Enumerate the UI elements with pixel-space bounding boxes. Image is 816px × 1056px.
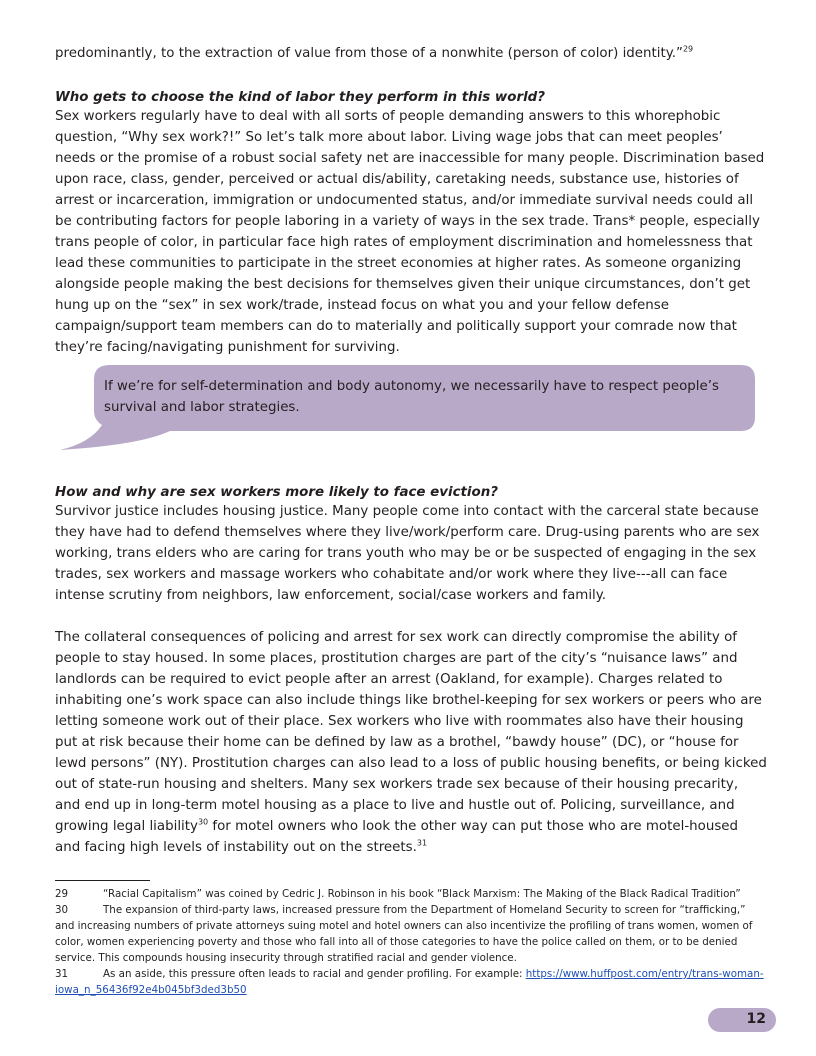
labor-paragraph: Sex workers regularly have to deal with all sorts of people demanding answers to this whorephobic question, “Why sex work?!” So let’s talk more about labor. Living wage jobs that can meet peoples’ needs or the promise of a robust social safety net are inaccessible for many people. Discrimination based upon race, class, gender, perceived or actual dis/ability, caretaking needs, substance use, histories of arrest or incarceration, immigration or undocumented status, and/or immediate survival needs could all be contributing factors for people laboring in a variety of ways in the sex trade. Trans* people, especially trans people of color, in particular face high rates of employment discrimination and homelessness that lead these communities to participate in the street economies at higher rates. As someone organizing alongside people making the best decisions for themselves given their unique circumstances, don’t get hung up on the “sex” in sex work/trade, instead focus on what you and your fellow defense campaign/support team members can do to materially and politically support your comrade now that they’re facing/navigating punishment for surviving. <box>55 109 765 355</box>
pull-quote-text: If we’re for self-determination and body autonomy, we necessarily have to respect people’s survival and labor strategies. <box>104 379 719 415</box>
section-heading-eviction: How and why are sex workers more likely to face eviction? <box>55 485 499 500</box>
footnote-number: 31 <box>55 968 69 980</box>
footnote-30 <box>55 902 767 966</box>
footnote-29 <box>55 886 767 902</box>
footnote-link[interactable]: https://www.huffpost.com/entry/trans-woman-iowa_n_56436f92e4b045bf3ded3b50 <box>55 968 764 996</box>
footnote-31 <box>55 966 767 998</box>
page-number: 12 <box>746 1011 766 1027</box>
footnote-ref-29[interactable]: 29 <box>682 44 694 54</box>
eviction-paragraph-2-text-a: The collateral consequences of policing and arrest for sex work can directly compromise the ability of people to stay housed. In some places, prostitution charges are part of the city’s “nuisance laws” and landlords can be required to evict people after an arrest (Oakland, for example). Charges related to inhabiting one’s work space can also include things like brothel-keeping for sex workers or peers who are letting someone work out of their place. Sex workers who live with roommates also have their housing put at risk because their home can be defined by law as a brothel, “bawdy house” (DC), or “house for lewd persons” (NY). Prostitution charges can also lead to a loss of public housing benefits, or being kicked out of state-run housing and shelters. Many sex workers trade sex because of their housing precarity, and end up in long-term motel housing as a place to live and hustle out of. Policing, surveillance, and growing legal liability <box>55 630 767 834</box>
footnote-ref-31[interactable]: 31 <box>416 838 428 848</box>
eviction-paragraph-2 <box>55 627 767 858</box>
eviction-paragraph-2-text-b: for motel owners who look the other way can put those who are motel-housed and facing high levels of instability out on the streets. <box>55 819 739 855</box>
footnote-divider <box>55 880 150 881</box>
pull-quote-callout <box>60 365 760 457</box>
intro-paragraph <box>55 43 767 64</box>
footnote-number: 30 <box>55 904 69 916</box>
footnote-text: As an aside, this pressure often leads to racial and gender profiling. For example: <box>103 968 526 980</box>
footnote-text: The expansion of third-party laws, increased pressure from the Department of Homeland Security to screen for “trafficking,” and increasing numbers of private attorneys suing motel and hotel owners can also incentivize the profiling of trans women, women of color, women experiencing poverty and those who fall into all of those categories to have the police called on them, or to be denied service. This compounds housing insecurity through stratified racial and gender violence. <box>55 904 753 964</box>
footnote-number: 29 <box>55 888 69 900</box>
page-number-badge <box>708 1008 776 1032</box>
footnote-text: “Racial Capitalism” was coined by Cedric J. Robinson in his book “Black Marxism: The Making of the Black Radical Tradition” <box>103 888 741 900</box>
footnote-ref-30[interactable]: 30 <box>197 817 209 827</box>
eviction-paragraph-1: Survivor justice includes housing justice. Many people come into contact with the carceral state because they have had to defend themselves where they live/work/perform care. Drug-using parents who are sex working, trans elders who are caring for trans youth who may be or be suspected of engaging in the sex trades, sex workers and massage workers who cohabitate and/or work where they live---all can face intense scrutiny from neighbors, law enforcement, social/case workers and family. <box>55 504 760 603</box>
section-heading-labor: Who gets to choose the kind of labor they perform in this world? <box>55 90 546 105</box>
intro-text: predominantly, to the extraction of value from those of a nonwhite (person of color) identity.” <box>55 46 683 61</box>
